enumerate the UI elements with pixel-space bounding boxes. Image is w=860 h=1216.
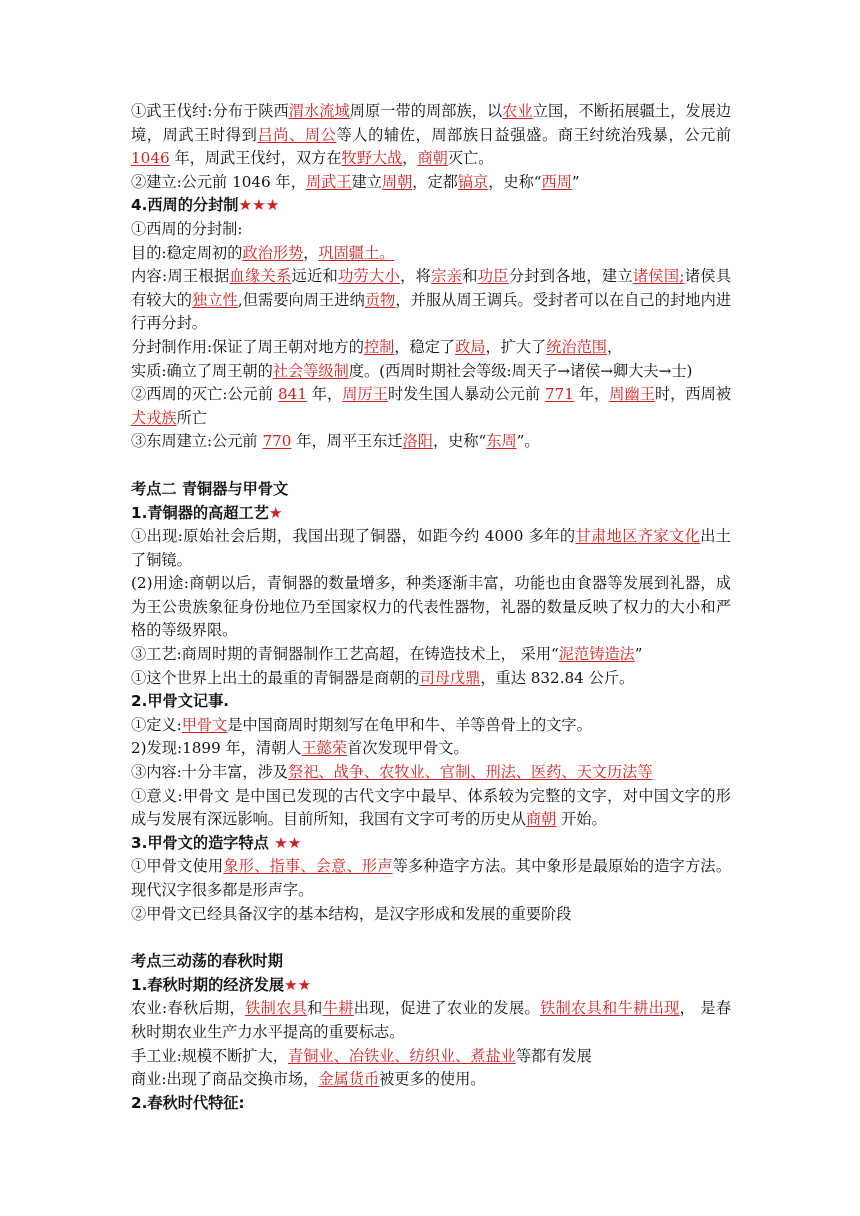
spacer xyxy=(131,454,731,478)
text-run: 2.春秋时代特征: xyxy=(131,1093,245,1112)
key-term: 司母戊鼎 xyxy=(419,668,481,687)
text-run: 内容:周王根据 xyxy=(131,267,230,286)
section-heading xyxy=(131,194,731,218)
text-run: 时，西周被 xyxy=(654,385,731,404)
key-term: 贡物 xyxy=(364,290,396,309)
paragraph xyxy=(131,218,731,242)
key-term: 770 xyxy=(262,432,292,451)
text-run: ①西周的分封制: xyxy=(131,219,243,238)
text-run: 考点二 青铜器与甲骨文 xyxy=(131,479,289,498)
key-term: 宗亲 xyxy=(431,267,463,286)
text-run: ③工艺:商周时期的青铜器制作工艺高超，在铸造技术上， 采用“ xyxy=(131,645,559,664)
star-rating: ★★ xyxy=(284,975,312,994)
star-rating: ★★ xyxy=(274,833,302,852)
text-run: ①甲骨文使用 xyxy=(131,857,224,876)
text-run: 农业:春秋后期， xyxy=(131,999,246,1018)
paragraph xyxy=(131,643,731,667)
text-run: 1.青铜器的高超工艺 xyxy=(131,503,269,522)
text-run: ，扩大了 xyxy=(485,337,547,356)
text-run: 4.西周的分封制 xyxy=(131,196,239,215)
section-heading xyxy=(131,502,731,526)
text-run: 实质:确立了周王朝的 xyxy=(131,361,273,380)
text-run: 商业:出现了商品交换市场， xyxy=(131,1070,319,1089)
key-term: 牛耕 xyxy=(322,999,354,1018)
text-run: ，将 xyxy=(400,267,432,286)
key-term: 控制 xyxy=(363,337,395,356)
text-run: 周原一带的周部族，以 xyxy=(349,102,503,120)
key-term: 周幽王 xyxy=(609,385,655,404)
text-run: ， xyxy=(402,149,418,168)
text-run: ，并服从周王调兵。受封者可以在自己的封地内进行再分封。 xyxy=(131,290,732,333)
key-term: 诸侯国; xyxy=(632,267,685,286)
key-term: 功臣 xyxy=(477,267,509,286)
text-run: 被更多的使用。 xyxy=(379,1070,486,1089)
key-term: 血缘关系 xyxy=(229,267,292,286)
text-run: ， xyxy=(303,243,319,262)
text-run: 3.甲骨文的造字特点 xyxy=(131,833,275,852)
text-run: 和 xyxy=(462,267,478,286)
key-term: 商朝 xyxy=(417,149,448,168)
paragraph xyxy=(131,1045,731,1069)
paragraph xyxy=(131,903,731,927)
key-term: 771 xyxy=(544,385,574,404)
paragraph xyxy=(131,1068,731,1092)
text-run: ” xyxy=(571,172,580,191)
key-term: 周朝 xyxy=(381,172,413,191)
text-run: 出现，促进了农业的发展。 xyxy=(353,999,540,1018)
text-run: 等多种造字方法。其中象形是最原始的造字方法。现代汉字很多都是形声字。 xyxy=(131,857,732,899)
paragraph xyxy=(131,383,731,430)
key-term: 政治形势 xyxy=(242,243,304,262)
star-rating: ★★★ xyxy=(238,196,280,215)
paragraph xyxy=(131,761,731,785)
section-heading xyxy=(131,950,731,974)
key-term: 渭水流域 xyxy=(288,102,350,120)
text-run: ①出现:原始社会后期，我国出现了铜器，如距今约 4000 多年的 xyxy=(131,527,576,546)
paragraph xyxy=(131,572,731,643)
section-heading xyxy=(131,478,731,502)
section-heading xyxy=(131,690,731,714)
key-term: 功劳大小 xyxy=(338,267,401,286)
text-run: 出土了铜镜。 xyxy=(131,527,731,569)
text-run: ，史称“ xyxy=(432,432,487,451)
text-run: ①意义:甲骨文 是中国已发现的古代文字中最早、体系较为完整的文字，对中国文字的形成与发展有深远影响。目前所知，我国有文字可考的历史从 xyxy=(131,786,731,829)
key-term: 841 xyxy=(277,385,307,404)
text-run: 分封到各地，建立 xyxy=(508,267,633,286)
key-term: 青铜业、冶铁业、纺织业、煮盐业 xyxy=(288,1046,516,1065)
text-run: 2.甲骨文记事. xyxy=(131,692,230,711)
text-run: 所亡 xyxy=(176,408,207,427)
text-run: 度。(西周时期社会等级:周天子→诸侯→卿大夫→士) xyxy=(348,361,693,380)
text-run: 等都有发展 xyxy=(515,1046,592,1065)
key-term: 周武王 xyxy=(305,172,352,191)
key-term: 铁制农具和牛耕出现 xyxy=(539,999,680,1018)
paragraph xyxy=(131,171,731,195)
text-run: ，定都 xyxy=(412,172,458,191)
paragraph xyxy=(131,242,731,266)
text-run: 分封制作用:保证了周王朝对地方的 xyxy=(131,337,364,356)
key-term: 西周 xyxy=(541,172,572,191)
key-term: 甲骨文 xyxy=(181,715,228,734)
text-run: 等人的辅佐，周部族日益强盛。商王纣统治残暴，公元前 xyxy=(336,125,732,144)
text-run: ②甲骨文已经具备汉字的基本结构，是汉字形成和发展的重要阶段 xyxy=(131,904,572,923)
paragraph xyxy=(131,997,731,1044)
key-term: 商朝 xyxy=(525,810,557,829)
key-term: 独立性 xyxy=(192,290,238,309)
key-term: 牧野大战 xyxy=(341,149,403,168)
key-term: 吕尚、周公 xyxy=(257,125,337,144)
paragraph xyxy=(131,336,731,360)
key-term: 1046 xyxy=(131,149,170,168)
key-term: 统治范围 xyxy=(546,337,607,356)
paragraph xyxy=(131,430,731,454)
key-term: 犬戎族 xyxy=(131,408,177,427)
paragraph xyxy=(131,737,731,761)
text-run: ” xyxy=(634,645,643,664)
text-run: ，稳定了 xyxy=(394,337,456,356)
text-run: 年， xyxy=(306,385,343,404)
key-term: 农业 xyxy=(502,102,533,120)
key-term: 象形、指事、会意、形声 xyxy=(223,857,393,876)
paragraph xyxy=(131,714,731,738)
text-run: 年，周武王伐纣，双方在 xyxy=(169,149,342,168)
text-run: (2)用途:商朝以后，青铜器的数量增多，种类逐渐丰富，功能也由食器等发展到礼器，成为王公贵族象征身份地位乃至国家权力的代表性器物，礼器的数量反映了权力的大小和严格的等级界限。 xyxy=(131,574,731,640)
document-page xyxy=(131,100,731,1115)
text-run: 首次发现甲骨文。 xyxy=(347,739,469,758)
key-term: 铁制农具 xyxy=(245,999,308,1018)
text-run: 1.春秋时期的经济发展 xyxy=(131,975,285,994)
text-run: 立国，不断拓展疆土，发展边境，周武王时得到 xyxy=(131,102,732,144)
text-run: 是中国商周时期刻写在龟甲和牛、羊等兽骨上的文字。 xyxy=(227,715,592,734)
key-term: 祭祀、战争、农牧业、官制、刑法、医药、天文历法等 xyxy=(288,763,653,782)
text-run: ①定义: xyxy=(131,715,182,734)
text-run: 开始。 xyxy=(556,810,607,829)
key-term: 政局 xyxy=(455,337,486,356)
key-term: 甘肃地区齐家文化 xyxy=(575,527,701,546)
text-run: 考点三动荡的春秋时期 xyxy=(131,952,283,971)
paragraph xyxy=(131,360,731,384)
section-heading xyxy=(131,974,731,998)
text-run: 时发生国人暴动公元前 xyxy=(387,385,545,404)
text-run: 远近和 xyxy=(291,267,339,286)
text-run: ③东周建立:公元前 xyxy=(131,432,263,451)
text-run: ,但需要向周王进纳 xyxy=(237,290,365,309)
text-run: ，史称“ xyxy=(488,172,542,191)
key-term: 东周 xyxy=(486,432,517,451)
key-term: 王懿荣 xyxy=(301,739,348,758)
text-run: ②建立:公元前 1046 年， xyxy=(131,172,306,191)
key-term: 社会等级制 xyxy=(272,361,349,380)
text-run: ①武王伐纣:分布于陕西 xyxy=(131,102,289,120)
key-term: 周厉王 xyxy=(342,385,388,404)
text-run: ，重达 832.84 公斤。 xyxy=(480,668,635,687)
paragraph xyxy=(131,100,731,171)
paragraph xyxy=(131,667,731,691)
paragraph xyxy=(131,525,731,572)
section-heading xyxy=(131,1092,731,1116)
star-rating: ★ xyxy=(268,503,283,522)
text-run: 2)发现:1899 年，清朝人 xyxy=(131,739,302,758)
paragraph xyxy=(131,855,731,902)
key-term: 镐京 xyxy=(457,172,489,191)
text-run: ①这个世界上出土的最重的青铜器是商朝的 xyxy=(131,668,420,687)
text-run: ③内容:十分丰富，涉及 xyxy=(131,763,288,782)
key-term: 洛阳 xyxy=(402,432,433,451)
text-run: 年，周平王东迁 xyxy=(291,432,403,451)
text-run: 灭亡。 xyxy=(447,149,494,168)
text-run: ， xyxy=(606,337,623,356)
paragraph xyxy=(131,265,731,336)
text-run: 年， xyxy=(573,385,610,404)
section-heading xyxy=(131,832,731,856)
text-run: 诸侯具有较大的 xyxy=(131,267,732,309)
key-term: 金属货币 xyxy=(318,1070,380,1089)
text-run: 目的:稳定周初的 xyxy=(131,243,243,262)
text-run: 建立 xyxy=(351,172,382,191)
spacer xyxy=(131,926,731,950)
text-run: ”。 xyxy=(516,432,540,451)
text-run: 和 xyxy=(307,999,323,1018)
paragraph xyxy=(131,785,731,832)
key-term: 巩固疆土。 xyxy=(318,243,395,262)
text-run: 手工业:规模不断扩大， xyxy=(131,1046,288,1065)
key-term: 泥范铸造法 xyxy=(558,645,635,664)
text-run: ， 是春秋时期农业生产力水平提高的重要标志。 xyxy=(131,999,732,1041)
text-run: ②西周的灭亡:公元前 xyxy=(131,385,278,404)
